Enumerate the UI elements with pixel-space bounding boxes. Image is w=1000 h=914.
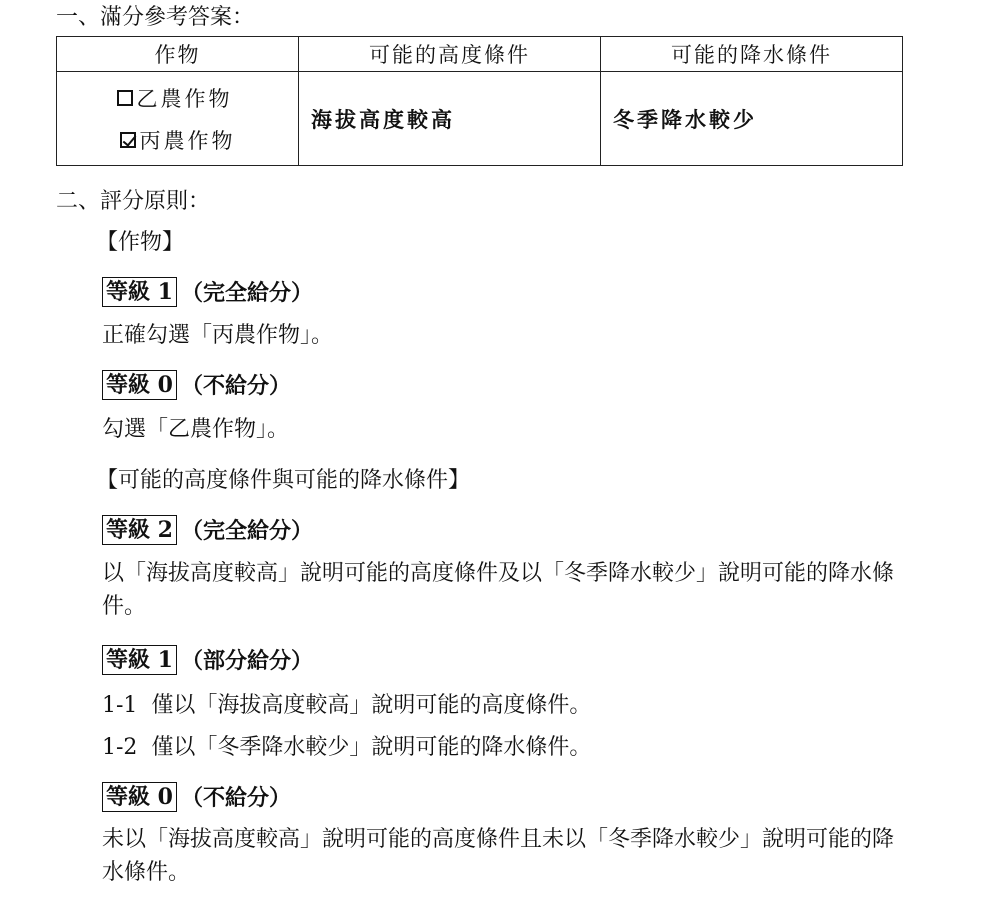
- header-crop: 作物: [57, 37, 299, 72]
- cond-level-2: [102, 514, 313, 545]
- cond-level-0-text: 未以「海拔高度較高」說明可能的高度條件且未以「冬季降水較少」說明可能的降水條件。: [102, 827, 895, 885]
- crop-label-yi: 乙農作物: [136, 86, 233, 111]
- level-badge: 等級 2: [102, 515, 177, 545]
- level-badge: 等級 0: [102, 370, 177, 400]
- precip-condition-cell: [601, 72, 903, 166]
- header-precip-condition: 可能的降水條件: [601, 37, 903, 72]
- level-badge: 等級 1: [102, 277, 177, 307]
- section-title-answer: 一、滿分參考答案：: [56, 5, 255, 30]
- cond-level-1: [102, 644, 313, 675]
- table-row: [57, 72, 903, 166]
- height-condition-cell: [299, 72, 601, 166]
- table-header-row: [57, 37, 903, 72]
- level-badge: 等級 0: [102, 782, 177, 812]
- cond-level-1-item-1: 1-1 僅以「海拔高度較高」說明可能的高度條件。: [102, 693, 592, 718]
- level-desc: （不給分）: [180, 785, 291, 811]
- level-desc: （完全給分）: [180, 518, 313, 544]
- header-height-condition: 可能的高度條件: [299, 37, 601, 72]
- answer-table: [56, 36, 903, 166]
- level-desc: （部分給分）: [180, 648, 313, 674]
- unchecked-checkbox-icon: [117, 90, 133, 106]
- crop-level-1: [102, 276, 313, 307]
- height-condition-value: 海拔高度較高: [311, 106, 455, 132]
- level-desc: （不給分）: [180, 373, 291, 399]
- crop-option-bing: [57, 119, 298, 161]
- cond-level-1-item-2: 1-2 僅以「冬季降水較少」說明可能的降水條件。: [102, 735, 592, 760]
- cond-part-heading: 【可能的高度條件與可能的降水條件】: [96, 468, 471, 493]
- crop-option-yi: [57, 77, 298, 119]
- cond-level-2-text: 以「海拔高度較高」說明可能的高度條件及以「冬季降水較少」說明可能的降水條件。: [102, 561, 895, 619]
- checked-checkbox-icon: [120, 132, 136, 148]
- precip-condition-value: 冬季降水較少: [613, 106, 757, 132]
- crop-part-heading: 【作物】: [96, 230, 185, 255]
- crop-level-0: [102, 369, 291, 400]
- crop-level-0-text: 勾選「乙農作物」。: [102, 417, 290, 442]
- section-title-scoring: 二、評分原則：: [56, 189, 211, 214]
- level-badge: 等級 1: [102, 645, 177, 675]
- crop-level-1-text: 正確勾選「丙農作物」。: [102, 323, 334, 348]
- level-desc: （完全給分）: [180, 280, 313, 306]
- crop-cell: [57, 72, 299, 166]
- cond-level-0: [102, 781, 291, 812]
- crop-label-bing: 丙農作物: [139, 128, 236, 153]
